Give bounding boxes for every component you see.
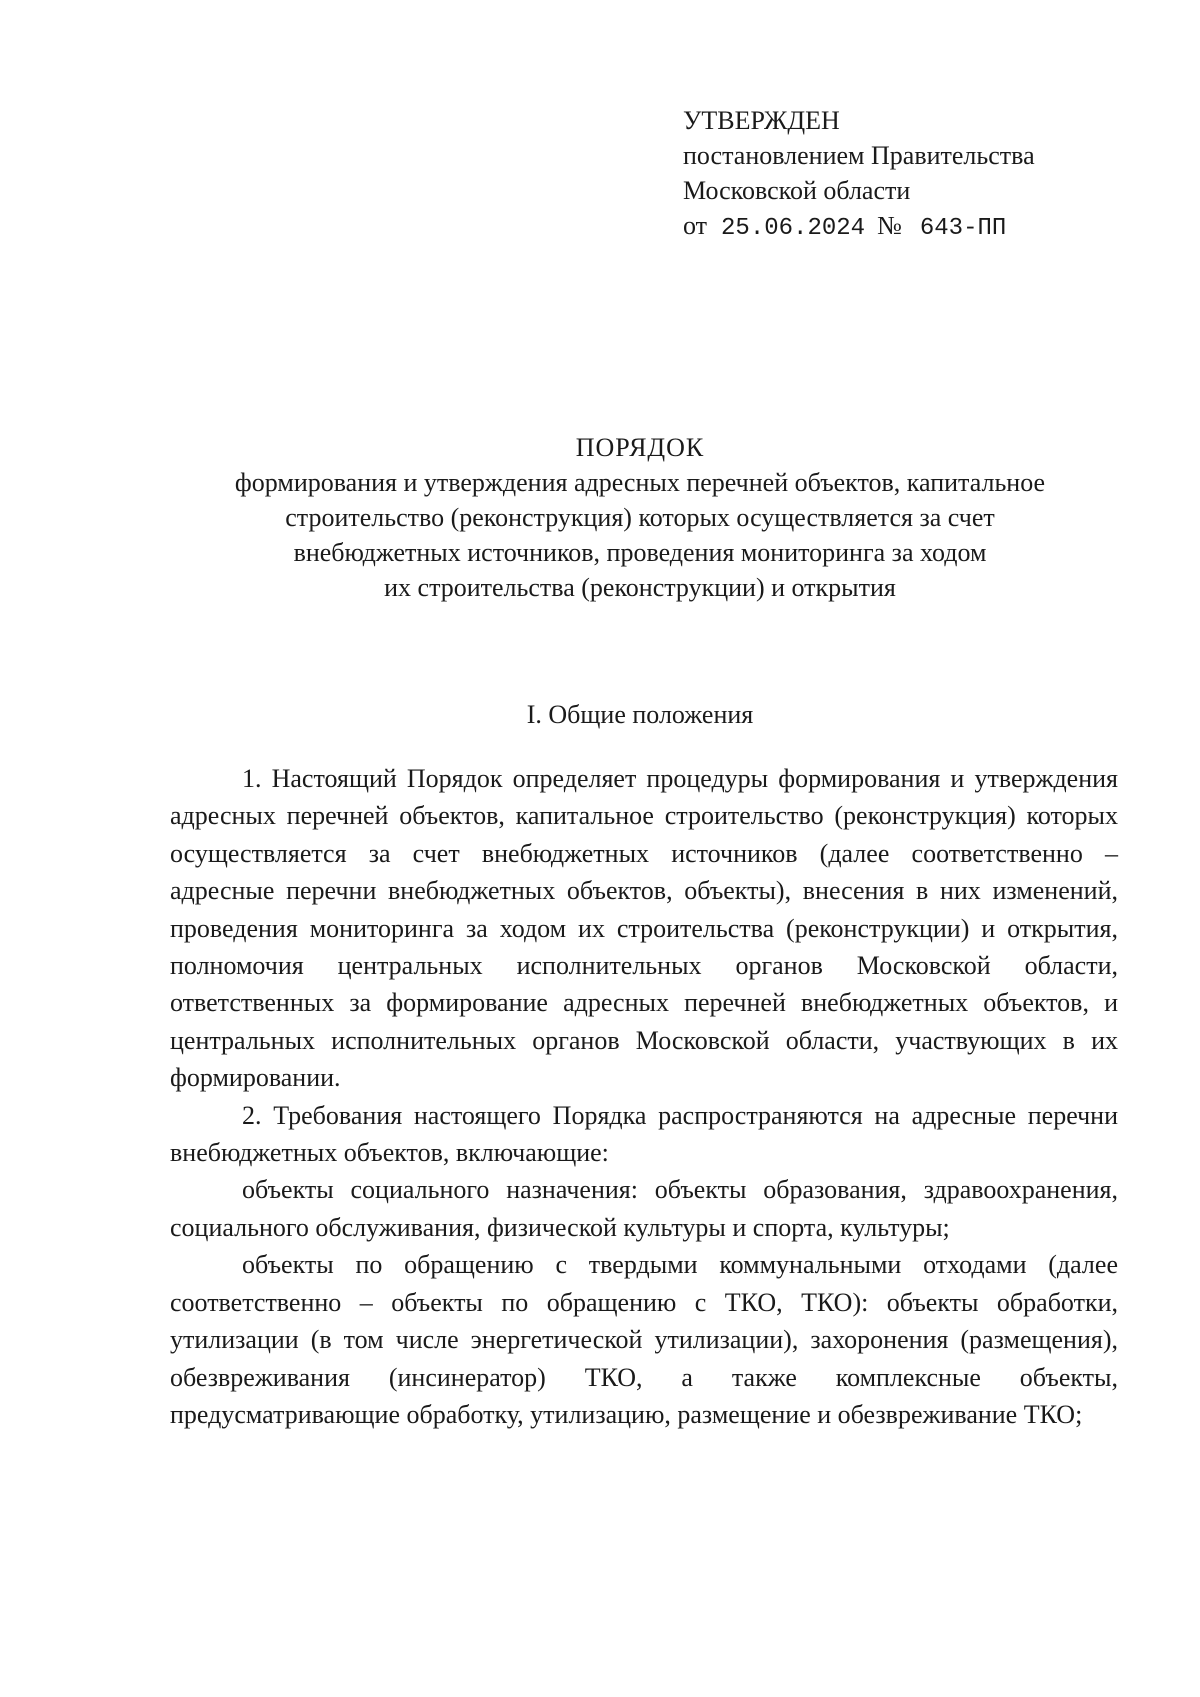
approval-date-prefix: от	[683, 211, 708, 240]
list-item-social-objects: объекты социального назначения: объекты образования, здравоохранения, социального обслуживания, физической культуры и спорта, культуры;	[170, 1175, 1118, 1242]
document-title	[160, 430, 1120, 605]
section-heading: I. Общие положения	[526, 700, 754, 729]
title-subtitle-line: формирования и утверждения адресных перечней объектов, капитальное	[234, 468, 1046, 497]
approval-date: 25.06.2024	[721, 215, 866, 242]
list-item-waste-objects: объекты по обращению с твердыми коммунальными отходами (далее соответственно – объекты по обращению с ТКО, ТКО): объекты обработки, утилизации (в том числе энергетической утилизации), захоронения (размещения), обезвреживания (инсинератор) ТКО, а также комплексные объекты, предусматривающие обработку, утилизацию, размещение и обезвреживание ТКО;	[170, 1250, 1118, 1429]
approval-status: УТВЕРЖДЕН	[683, 106, 840, 135]
paragraph-1: 1. Настоящий Порядок определяет процедуры формирования и утверждения адресных перечней объектов, капитальное строительство (реконструкция) которых осуществляется за счет внебюджетных источников (далее соответственно – адресные перечни внебюджетных объектов, объекты), внесения в них изменений, проведения мониторинга за ходом их строительства (реконструкции) и открытия, полномочия центральных исполнительных органов Московской области, ответственных за формирование адресных перечней внебюджетных объектов, и центральных исполнительных органов Московской области, участвующих в их формировании.	[170, 764, 1118, 1093]
approval-stamp-block	[683, 103, 1035, 246]
approval-date-line	[683, 208, 1035, 246]
title-heading: ПОРЯДОК	[575, 433, 705, 462]
approval-authority: Московской области	[683, 176, 911, 205]
approval-number-sign: №	[877, 211, 902, 240]
title-subtitle-line: их строительства (реконструкции) и открытия	[384, 573, 896, 602]
approval-number: 643-ПП	[919, 215, 1007, 242]
title-subtitle-line: внебюджетных источников, проведения мониторинга за ходом	[293, 538, 987, 567]
approval-act: постановлением Правительства	[683, 141, 1035, 170]
document-body	[170, 760, 1118, 1433]
title-subtitle-line: строительство (реконструкция) которых осуществляется за счет	[285, 503, 995, 532]
paragraph-2: 2. Требования настоящего Порядка распространяются на адресные перечни внебюджетных объектов, включающие:	[170, 1100, 1118, 1168]
